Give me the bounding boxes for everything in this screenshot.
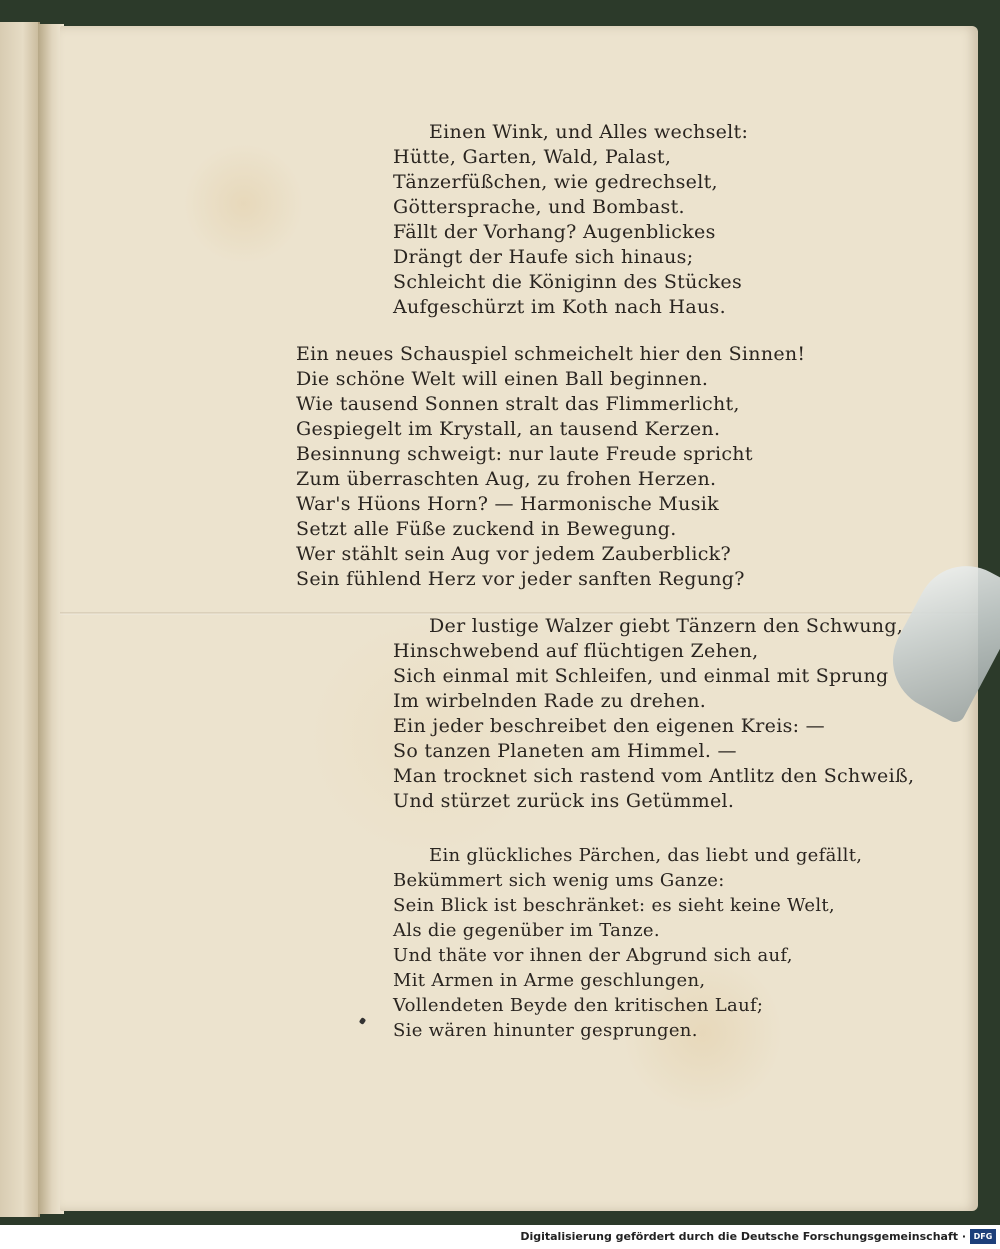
- verse-line: Tänzerfüßchen, wie gedrechselt,: [393, 171, 718, 193]
- verse-line: Sich einmal mit Schleifen, und einmal mit Sprung: [393, 665, 889, 687]
- verse-line: Fällt der Vorhang? Augenblickes: [393, 221, 716, 243]
- verse-line: Hinschwebend auf flüchtigen Zehen,: [393, 640, 759, 662]
- verse-line: Zum überraschten Aug, zu frohen Herzen.: [296, 468, 717, 490]
- verse-line: Bekümmert sich wenig ums Ganze:: [393, 870, 725, 891]
- dfg-logo-icon: DFG: [970, 1229, 996, 1244]
- verse-line: Der lustige Walzer giebt Tänzern den Schwung,: [429, 615, 904, 637]
- verse-line: Ein neues Schauspiel schmeichelt hier den Sinnen!: [296, 343, 806, 365]
- funding-notice: Digitalisierung gefördert durch die Deutsche Forschungsgemeinschaft ·: [520, 1230, 966, 1243]
- verse-line: Wer stählt sein Aug vor jedem Zauberblick?: [296, 543, 731, 565]
- verse-line: Die schöne Welt will einen Ball beginnen.: [296, 368, 709, 390]
- verse-line: Mit Armen in Arme geschlungen,: [393, 970, 706, 991]
- verse-line: Im wirbelnden Rade zu drehen.: [393, 690, 707, 712]
- verse-line: Ein jeder beschreibet den eigenen Kreis: —: [393, 715, 825, 737]
- verse-line: Sein fühlend Herz vor jeder sanften Regung?: [296, 568, 745, 590]
- verse-line: Man trocknet sich rastend vom Antlitz den Schweiß,: [393, 765, 915, 787]
- stanza-2: [296, 342, 805, 592]
- verse-line: So tanzen Planeten am Himmel. —: [393, 740, 737, 762]
- verse-line: Sie wären hinunter gesprungen.: [393, 1020, 698, 1041]
- verse-line: Vollendeten Beyde den kritischen Lauf;: [393, 995, 764, 1016]
- verse-line: Besinnung schweigt: nur laute Freude spricht: [296, 443, 753, 465]
- verse-line: Setzt alle Füße zuckend in Bewegung.: [296, 518, 677, 540]
- left-page-edge: [0, 22, 40, 1217]
- stanza-4: [393, 843, 862, 1043]
- verse-line: Als die gegenüber im Tanze.: [393, 920, 660, 941]
- stanza-1: [393, 120, 748, 320]
- verse-line: Aufgeschürzt im Koth nach Haus.: [393, 296, 726, 318]
- verse-line: Ein glückliches Pärchen, das liebt und gefällt,: [429, 845, 863, 866]
- verse-line: Sein Blick ist beschränket: es sieht keine Welt,: [393, 895, 835, 916]
- verse-line: Gespiegelt im Krystall, an tausend Kerzen.: [296, 418, 721, 440]
- footer-bar: [0, 1225, 1000, 1249]
- verse-line: Wie tausend Sonnen stralt das Flimmerlicht,: [296, 393, 740, 415]
- verse-line: Hütte, Garten, Wald, Palast,: [393, 146, 672, 168]
- verse-line: Göttersprache, und Bombast.: [393, 196, 685, 218]
- verse-line: War's Hüons Horn? — Harmonische Musik: [296, 493, 719, 515]
- verse-line: Und thäte vor ihnen der Abgrund sich auf,: [393, 945, 793, 966]
- verse-line: Einen Wink, und Alles wechselt:: [429, 121, 749, 143]
- verse-line: Drängt der Haufe sich hinaus;: [393, 246, 694, 268]
- verse-line: Und stürzet zurück ins Getümmel.: [393, 790, 735, 812]
- stanza-3: [393, 614, 914, 814]
- verse-line: Schleicht die Königinn des Stückes: [393, 271, 742, 293]
